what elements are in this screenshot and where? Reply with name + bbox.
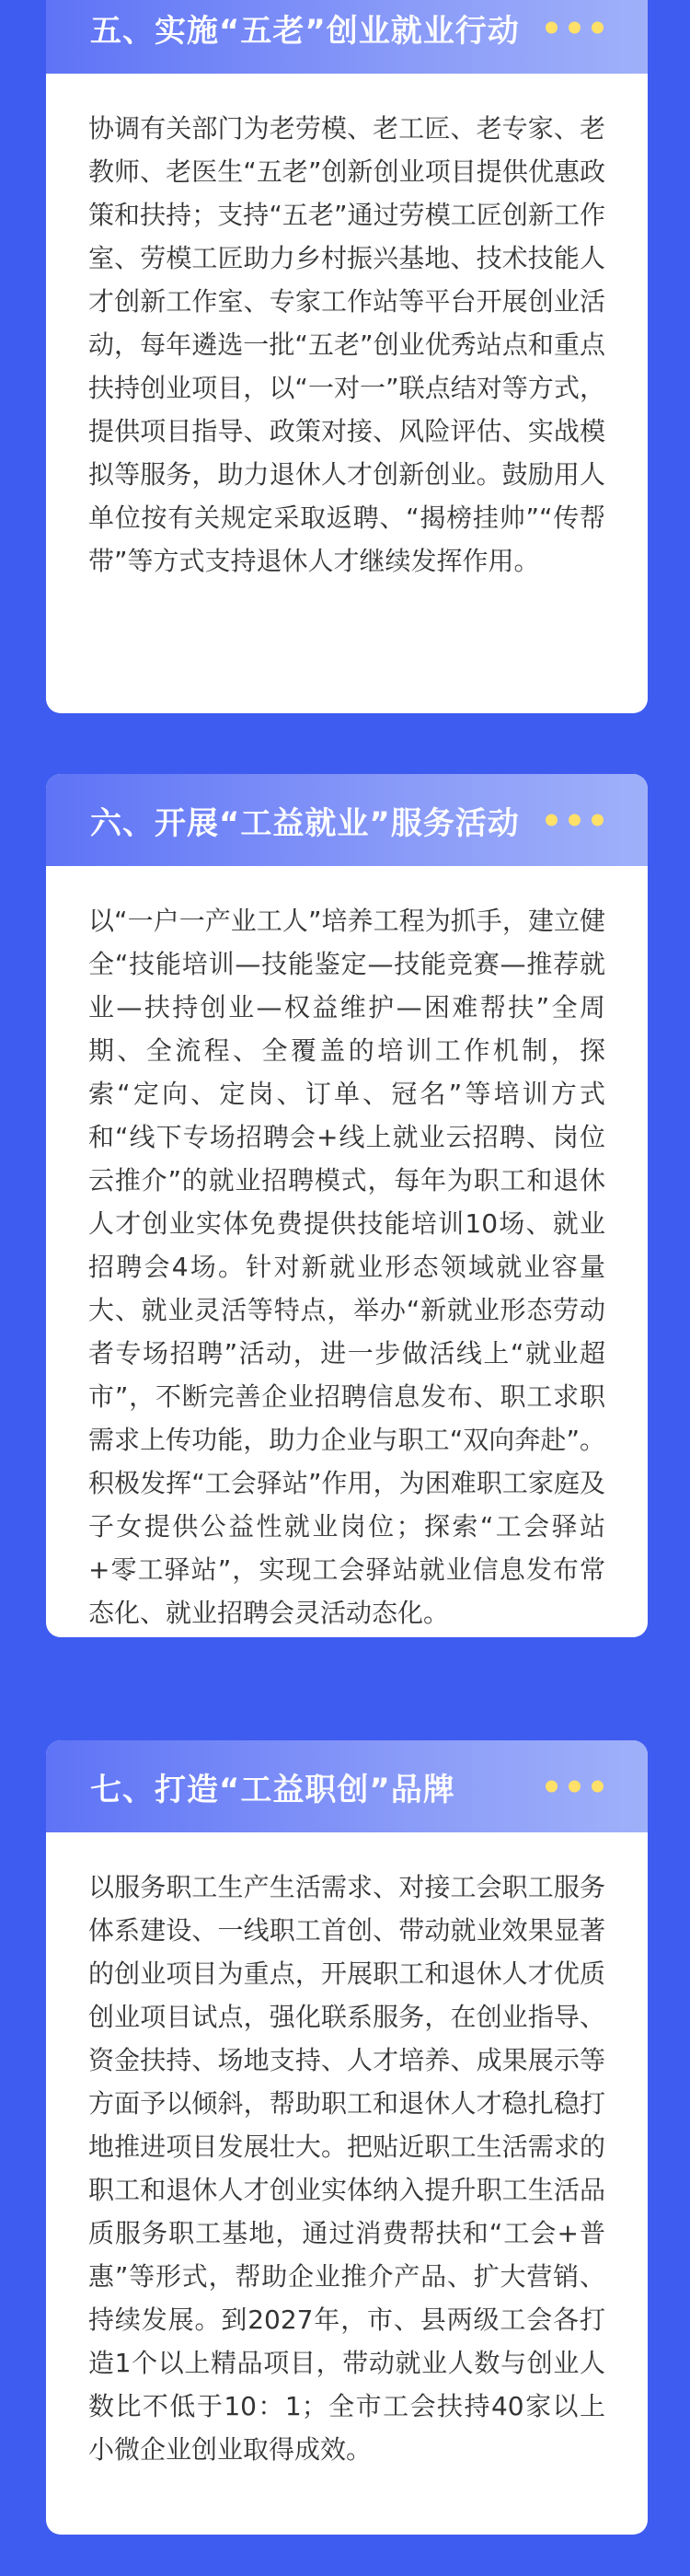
section-card-5 xyxy=(46,0,648,713)
three-dots-decoration-icon xyxy=(546,22,604,34)
three-dots-decoration-icon xyxy=(546,814,604,826)
section-body: 协调有关部门为老劳模、老工匠、老专家、老教师、老医生“五老”创新创业项目提供优惠政策和扶持；支持“五老”通过劳模工匠创新工作室、劳模工匠助力乡村振兴基地、技术技能人才创新工作室、专家工作站等平台开展创业活动，每年遴选一批“五老”创业优秀站点和重点扶持创业项目，以“一对一”联点结对等方式，提供项目指导、政策对接、风险评估、实战模拟等服务，助力退休人才创新创业。鼓励用人单位按有关规定采取返聘、“揭榜挂帅”“传帮带”等方式支持退休人才继续发挥作用。 xyxy=(88,113,605,576)
section-title: 六、开展“工益就业”服务活动 xyxy=(90,804,520,842)
section-title: 五、实施“五老”创业就业行动 xyxy=(90,12,520,50)
dot-icon xyxy=(592,1781,604,1793)
dot-icon xyxy=(592,814,604,826)
dot-icon xyxy=(569,814,581,826)
dot-icon xyxy=(592,22,604,34)
section-card-6 xyxy=(46,774,648,1637)
section-title: 七、打造“工益职创”品牌 xyxy=(90,1771,455,1808)
section-header xyxy=(46,774,648,866)
section-body: 以“一户一产业工人”培养工程为抓手，建立健全“技能培训—技能鉴定—技能竞赛—推荐就业—扶持创业—权益维护—困难帮扶”全周期、全流程、全覆盖的培训工作机制，探索“定向、定岗、订单、冠名”等培训方式和“线下专场招聘会+线上就业云招聘、岗位云推介”的就业招聘模式，每年为职工和退休人才创业实体免费提供技能培训10场、就业招聘会4场。针对新就业形态领域就业容量大、就业灵活等特点，举办“新就业形态劳动者专场招聘”活动，进一步做活线上“就业超市”，不断完善企业招聘信息发布、职工求职需求上传功能，助力企业与职工“双向奔赴”。积极发挥“工会驿站”作用，为困难职工家庭及子女提供公益性就业岗位；探索“工会驿站+零工驿站”，实现工会驿站就业信息发布常态化、就业招聘会灵活动态化。 xyxy=(88,906,605,1628)
section-card-7 xyxy=(46,1740,648,2535)
dot-icon xyxy=(546,1781,558,1793)
section-header xyxy=(46,1740,648,1832)
section-header xyxy=(46,0,648,74)
dot-icon xyxy=(546,814,558,826)
dot-icon xyxy=(546,22,558,34)
dot-icon xyxy=(569,1781,581,1793)
dot-icon xyxy=(569,22,581,34)
three-dots-decoration-icon xyxy=(546,1781,604,1793)
section-body: 以服务职工生产生活需求、对接工会职工服务体系建设、一线职工首创、带动就业效果显著的创业项目为重点，开展职工和退休人才优质创业项目试点，强化联系服务，在创业指导、资金扶持、场地支持、人才培养、成果展示等方面予以倾斜，帮助职工和退休人才稳扎稳打地推进项目发展壮大。把贴近职工生活需求的职工和退休人才创业实体纳入提升职工生活品质服务职工基地，通过消费帮扶和“工会+普惠”等形式，帮助企业推介产品、扩大营销、持续发展。到2027年，市、县两级工会各打造1个以上精品项目，带动就业人数与创业人数比不低于10：1；全市工会扶持40家以上小微企业创业取得成效。 xyxy=(88,1872,605,2465)
